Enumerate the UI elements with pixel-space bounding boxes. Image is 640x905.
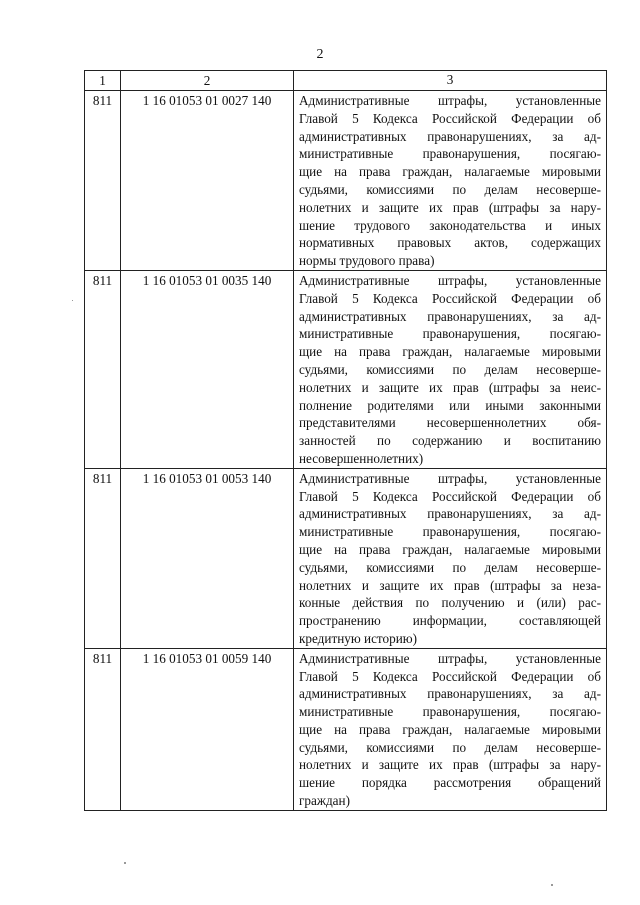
table-header-row bbox=[85, 71, 607, 91]
description-line: нормативных правовых актов, содержащих bbox=[299, 235, 601, 251]
admin-code-cell: 811 bbox=[85, 468, 121, 648]
budget-code-cell: 1 16 01053 01 0027 140 bbox=[121, 91, 294, 271]
description-line: граждан) bbox=[299, 793, 350, 809]
scan-speck bbox=[72, 300, 73, 301]
description-line: административных правонарушениях, за ад- bbox=[299, 686, 601, 702]
description-text bbox=[297, 271, 603, 468]
description-line: несовершеннолетних) bbox=[299, 450, 424, 466]
description-line: Административные штрафы, установленные bbox=[299, 470, 601, 486]
description-line: кредитную историю) bbox=[299, 630, 417, 646]
column-header-2: 2 bbox=[121, 71, 294, 91]
budget-code-cell: 1 16 01053 01 0035 140 bbox=[121, 270, 294, 468]
description-line: Административные штрафы, установленные bbox=[299, 650, 601, 666]
description-line: шение порядка рассмотрения обращений bbox=[299, 775, 601, 791]
description-line: щие на права граждан, налагаемые мировыми bbox=[299, 344, 601, 360]
description-line: министративные правонарушения, посягаю- bbox=[299, 704, 601, 720]
description-text bbox=[297, 469, 603, 648]
description-line: нолетних и защите их прав (штрафы за неза- bbox=[299, 577, 601, 593]
description-line: щие на права граждан, налагаемые мировыми bbox=[299, 164, 601, 180]
description-line: Главой 5 Кодекса Российской Федерации об bbox=[299, 488, 601, 504]
description-line: Административные штрафы, установленные bbox=[299, 93, 601, 108]
description-text bbox=[297, 649, 603, 810]
admin-code-cell: 811 bbox=[85, 270, 121, 468]
budget-code-cell: 1 16 01053 01 0053 140 bbox=[121, 468, 294, 648]
description-cell bbox=[294, 270, 607, 468]
admin-code-cell: 811 bbox=[85, 648, 121, 810]
description-line: Главой 5 Кодекса Российской Федерации об bbox=[299, 290, 601, 306]
description-line: нолетних и защите их прав (штрафы за неис- bbox=[299, 379, 601, 395]
description-line: Административные штрафы, установленные bbox=[299, 272, 601, 288]
description-line: министративные правонарушения, посягаю- bbox=[299, 326, 601, 342]
description-cell bbox=[294, 468, 607, 648]
table-row bbox=[85, 91, 607, 271]
scan-speck bbox=[551, 884, 553, 886]
description-line: щие на права граждан, налагаемые мировыми bbox=[299, 541, 601, 557]
description-line: Главой 5 Кодекса Российской Федерации об bbox=[299, 110, 601, 126]
description-text bbox=[297, 91, 603, 270]
scan-speck bbox=[124, 862, 126, 864]
description-line: судьями, комиссиями по делам несоверше- bbox=[299, 559, 601, 575]
admin-code-cell: 811 bbox=[85, 91, 121, 271]
description-line: представителями несовершеннолетних обя- bbox=[299, 415, 601, 431]
description-line: полнение родителями или иными законными bbox=[299, 397, 601, 413]
description-line: шение трудового законодательства и иных bbox=[299, 217, 601, 233]
column-header-3: 3 bbox=[294, 71, 607, 91]
description-line: нормы трудового права) bbox=[299, 253, 435, 269]
description-line: министративные правонарушения, посягаю- bbox=[299, 146, 601, 162]
table-row bbox=[85, 468, 607, 648]
description-line: нолетних и защите их прав (штрафы за нару- bbox=[299, 199, 601, 215]
description-line: административных правонарушениях, за ад- bbox=[299, 506, 601, 522]
description-line: конные действия по получению и (или) рас- bbox=[299, 595, 601, 611]
description-line: Главой 5 Кодекса Российской Федерации об bbox=[299, 668, 601, 684]
description-line: судьями, комиссиями по делам несоверше- bbox=[299, 739, 601, 755]
description-line: занностей по содержанию и воспитанию bbox=[299, 433, 601, 449]
description-line: щие на права граждан, налагаемые мировыми bbox=[299, 721, 601, 737]
description-cell bbox=[294, 648, 607, 810]
budget-code-cell: 1 16 01053 01 0059 140 bbox=[121, 648, 294, 810]
description-line: министративные правонарушения, посягаю- bbox=[299, 524, 601, 540]
table-row bbox=[85, 648, 607, 810]
description-line: судьями, комиссиями по делам несоверше- bbox=[299, 361, 601, 377]
description-line: административных правонарушениях, за ад- bbox=[299, 308, 601, 324]
description-line: пространению информации, составляющей bbox=[299, 613, 601, 629]
description-line: судьями, комиссиями по делам несоверше- bbox=[299, 181, 601, 197]
description-line: нолетних и защите их прав (штрафы за нару- bbox=[299, 757, 601, 773]
description-line: административных правонарушениях, за ад- bbox=[299, 128, 601, 144]
description-cell bbox=[294, 91, 607, 271]
column-header-1: 1 bbox=[85, 71, 121, 91]
page-number: 2 bbox=[316, 47, 324, 62]
budget-codes-table bbox=[84, 70, 607, 811]
table-row bbox=[85, 270, 607, 468]
